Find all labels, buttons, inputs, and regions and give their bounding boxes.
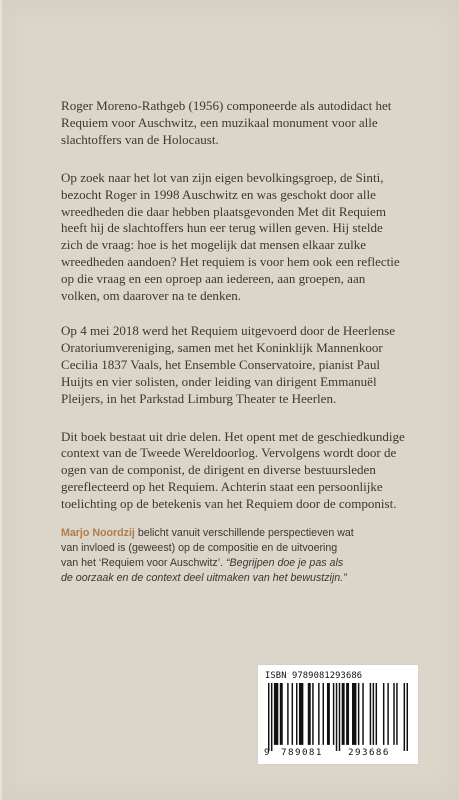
barcode-bar bbox=[296, 683, 297, 745]
barcode-icon bbox=[268, 683, 408, 751]
barcode-bar bbox=[393, 683, 394, 745]
barcode-bar bbox=[312, 683, 313, 745]
barcode-bar bbox=[362, 683, 363, 745]
barcode-left-digits: 789081 bbox=[281, 747, 323, 758]
barcode-guard-bar bbox=[339, 683, 340, 751]
barcode-lead-digit: 9 bbox=[264, 747, 270, 758]
barcode-bar bbox=[287, 683, 288, 745]
author-blurb bbox=[61, 526, 355, 586]
barcode-guard-bar bbox=[268, 683, 269, 751]
barcode-bar bbox=[373, 683, 374, 745]
barcode-bar bbox=[323, 683, 324, 745]
barcode-bar bbox=[308, 683, 311, 745]
barcode-digits bbox=[264, 747, 412, 759]
barcode-guard-bar bbox=[336, 683, 337, 751]
barcode-guard-bar bbox=[271, 683, 272, 751]
barcode-bar bbox=[292, 683, 293, 745]
author-blurb-text: belicht vanuit verschillende perspectieven wat van invloed is (geweest) op de compositie en de uitvoering van het ‘Requiem voor Auschwitz’. bbox=[61, 527, 354, 570]
barcode-bar bbox=[383, 683, 384, 745]
book-structure-paragraph: Dit boek bestaat uit drie delen. Het opent met de geschiedkundige context van de Tweede Wereldoorlog. Vervolgens wordt door de ogen van de componist, de dirigent en diverse bestuursleden gereflecteerd op het Requiem. Achterin staat een persoonlijke toelichting op de betekenis van het Requiem door de componist. bbox=[61, 428, 405, 512]
barcode-bar bbox=[333, 683, 334, 745]
barcode-bar bbox=[299, 683, 303, 745]
barcode-bar bbox=[327, 683, 330, 745]
barcode-bar bbox=[387, 683, 388, 745]
barcode-guard-bar bbox=[407, 683, 408, 751]
author-quote: “Begrijpen doe je pas als de oorzaak en de context deel uitmaken van het bewustzijn.” bbox=[61, 557, 347, 585]
isbn-text: ISBN 9789081293686 bbox=[265, 671, 363, 681]
barcode-bar bbox=[396, 683, 397, 745]
isbn-barcode-label bbox=[258, 665, 418, 764]
barcode-bar bbox=[352, 683, 356, 745]
author-name: Marjo Noordzij bbox=[61, 527, 135, 539]
intro-paragraph: Roger Moreno-Rathgeb (1956) componeerde als autodidact het Requiem voor Auschwitz, een muzikaal monument voor alle slachtoffers van de Holocaust. bbox=[61, 98, 392, 147]
barcode-bar bbox=[318, 683, 319, 745]
main-text-column bbox=[61, 98, 405, 534]
barcode-guard-bar bbox=[404, 683, 405, 751]
barcode-right-digits: 293686 bbox=[348, 747, 390, 758]
barcode-bar bbox=[274, 683, 278, 745]
barcode-bar bbox=[342, 683, 345, 745]
barcode-bar bbox=[346, 683, 349, 745]
barcode-bar bbox=[280, 683, 283, 745]
barcode-bar bbox=[376, 683, 377, 745]
context-paragraph: Op zoek naar het lot van zijn eigen bevolkingsgroep, de Sinti, bezocht Roger in 1998 Auschwitz en was geschokt door alle wreedheden die daar hebben plaatsgevonden Met dit Requiem heeft hij de slachtoffers hun eer terug willen geven. Hij stelde zich de vraag: hoe is het mogelijk dat mensen elkaar zulke wreedheden aandoen? Het requiem is voor hem ook een reflectie op die vraag en een oproep aan iedereen, aan groepen, aan volken, om daarover na te denken. bbox=[61, 169, 400, 304]
barcode-bar bbox=[370, 683, 371, 745]
performance-paragraph: Op 4 mei 2018 werd het Requiem uitgevoerd door de Heerlense Oratoriumvereniging, samen met het Koninklijk Mannenkoor Cecilia 1837 Vaals, het Ensemble Conservatoire, pianist Paul Huijts en vier solisten, onder leiding van dirigent Emmanuël Pleijers, in het Parkstad Limburg Theater te Heerlen. bbox=[61, 322, 396, 406]
barcode-bar bbox=[358, 683, 359, 745]
